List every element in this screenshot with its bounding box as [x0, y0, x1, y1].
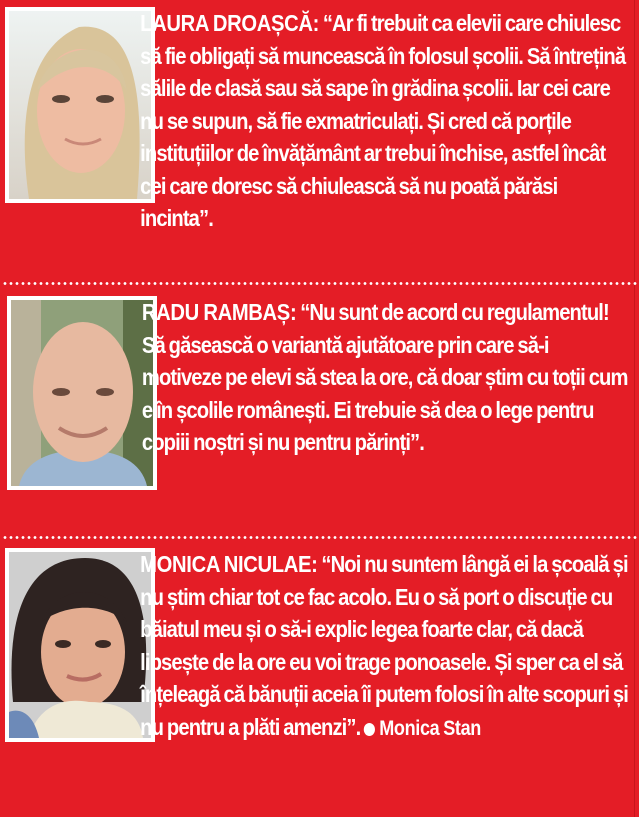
dotted-divider — [2, 536, 637, 539]
quote-block-radu-rambas — [0, 296, 639, 490]
bullet-dot-icon — [364, 723, 375, 736]
dotted-divider — [2, 282, 637, 285]
speaker-name: LAURA DROAȘCĂ: — [140, 10, 320, 36]
speaker-name: MONICA NICULAE: — [140, 551, 318, 577]
quote-text — [0, 548, 630, 745]
quote-text — [0, 296, 630, 459]
quote-body: “Noi nu suntem lângă ei la școală și nu știm chiar tot ce fac acolo. Eu o să port o discuție cu băiatul meu și o să-i explic legea foarte clar, că dacă lipsește de la ore eu voi trage ponoasele. Și sper ca el să înțeleagă că bănuții aceia îi putem folosi în alte scopuri și nu pentru a plăti amenzi”. — [140, 551, 628, 740]
quote-block-monica-niculae — [0, 548, 639, 745]
speaker-name: RADU RAMBAȘ: — [141, 299, 297, 325]
quote-body: “Ar fi trebuit ca elevii care chiulesc să fie obligați să muncească în folosul școlii. Să întrețină sălile de clasă sau să sape în grădina școlii. Iar cei care nu se supun, să fie exmatriculați. Și cred că porțile instituțiilor de învățământ ar trebui închise, astfel încât cei care doresc să chiulească să nu poată părăsi incinta”. — [140, 10, 626, 231]
byline — [360, 717, 481, 740]
quote-block-laura-droasca — [0, 7, 639, 235]
quote-body: “Nu sunt de acord cu regulamentul! Să găsească o variantă ajutătoare prin care să-i motiveze pe elevi să stea la ore, că doar știm cu toții cum e în școlile românești. Ei trebuie să dea o lege pentru copiii noștri și nu pentru părinți”. — [141, 299, 628, 455]
quote-text — [0, 7, 630, 235]
byline-author: Monica Stan — [379, 716, 481, 740]
